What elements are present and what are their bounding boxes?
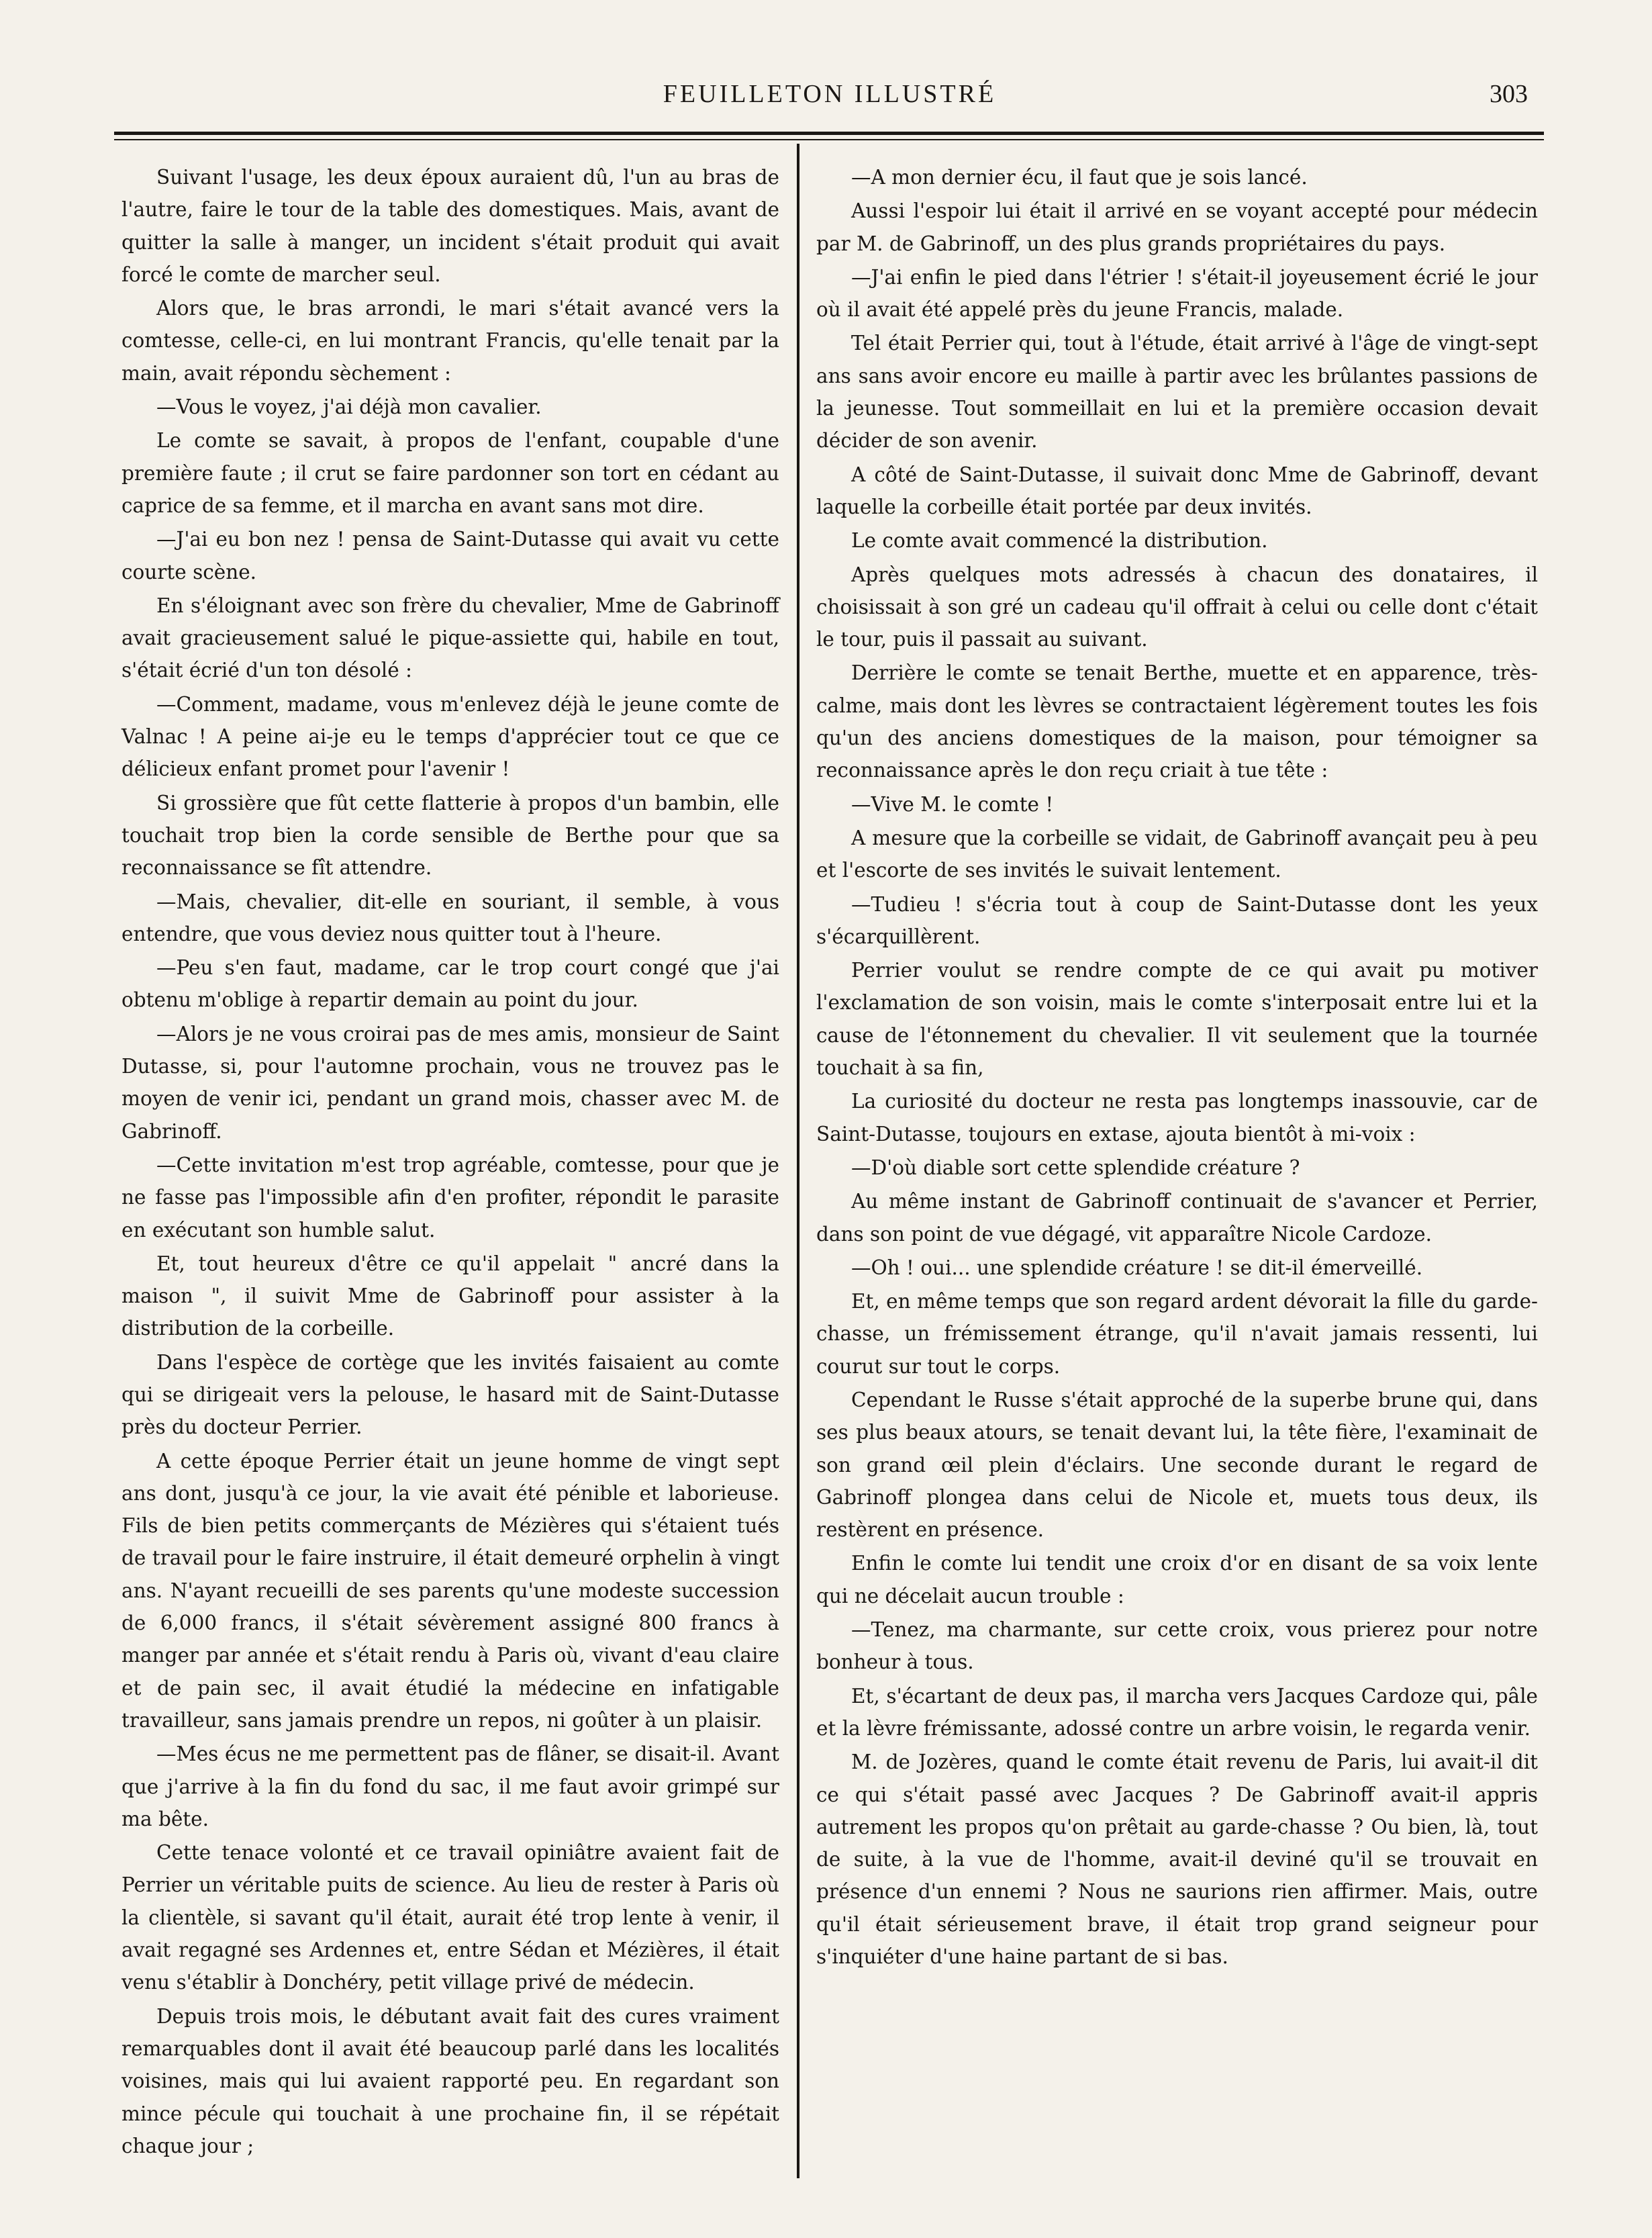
left-column: [122, 161, 779, 2162]
paragraph: —Mais, chevalier, dit-elle en souriant, il semble, à vous entendre, que vous deviez nous quitter tout à l'heure.: [122, 890, 779, 945]
paragraph: —Tenez, ma charmante, sur cette croix, vous prierez pour notre bonheur à tous.: [816, 1618, 1538, 1674]
paragraph: —Cette invitation m'est trop agréable, comtesse, pour que je ne fasse pas l'impossible afin d'en profiter, répondit le parasite en exécutant son humble salut.: [122, 1153, 779, 1242]
paragraph: La curiosité du docteur ne resta pas longtemps inassouvie, car de Saint-Dutasse, toujours en extase, ajouta bientôt à mi-voix :: [816, 1090, 1538, 1146]
paragraph: Alors que, le bras arrondi, le mari s'était avancé vers la comtesse, celle-ci, en lui montrant Francis, qu'elle tenait par la main, avait répondu sèchement :: [122, 297, 779, 385]
paragraph: En s'éloignant avec son frère du chevalier, Mme de Gabrinoff avait gracieusement salué le pique-assiette qui, habile en tout, s'était écrié d'un ton désolé :: [122, 594, 779, 682]
paragraph: Perrier voulut se rendre compte de ce qui avait pu motiver l'exclamation de son voisin, mais le comte s'interposait entre lui et la cause de l'étonnement du chevalier. Il vit seulement que la tournée touchait à sa fin,: [816, 959, 1538, 1080]
paragraph: Cette tenace volonté et ce travail opiniâtre avaient fait de Perrier un véritable puits de science. Au lieu de rester à Paris où la clientèle, si savant qu'il était, aurait été trop lente à venir, il avait regagné ses Ardennes et, entre Sédan et Mézières, il était venu s'établir à Donchéry, petit village privé de médecin.: [122, 1841, 779, 1994]
header-rule-thick: [114, 132, 1544, 135]
paragraph: Le comte avait commencé la distribution.: [851, 529, 1268, 553]
paragraph: —J'ai enfin le pied dans l'étrier ! s'était-il joyeusement écrié le jour où il avait été appelé près du jeune Francis, malade.: [816, 265, 1538, 322]
paragraph: M. de Jozères, quand le comte était revenu de Paris, lui avait-il dit ce qui s'était passé avec Jacques ? De Gabrinoff avait-il appris autrement les propos qu'on prêtait au garde-chasse ? Ou bien, là, tout de suite, à la vue de l'homme, avait-il deviné qu'il se trouvait en présence d'un ennemi ? Nous ne saurions rien affirmer. Mais, outre qu'il était sérieusement brave, il était trop grand seigneur pour s'inquiéter d'une haine partant de si bas.: [816, 1751, 1538, 1969]
running-title: FEUILLETON ILLUSTRÉ: [663, 80, 997, 108]
paragraph: Au même instant de Gabrinoff continuait de s'avancer et Perrier, dans son point de vue dégagé, vit apparaître Nicole Cardoze.: [816, 1190, 1538, 1246]
paragraph: —Vous le voyez, j'ai déjà mon cavalier.: [156, 395, 542, 419]
paragraph: Suivant l'usage, les deux époux auraient dû, l'un au bras de l'autre, faire le tour de la table des domestiques. Mais, avant de quitter la salle à manger, un incident s'était produit qui avait forcé le comte de marcher seul.: [122, 166, 779, 286]
paragraph: Après quelques mots adressés à chacun des donataires, il choisissait à son gré un cadeau qu'il offrait à celui ou celle dont c'était le tour, puis il passait au suivant.: [816, 563, 1538, 651]
paragraph: —D'où diable sort cette splendide créature ?: [851, 1156, 1300, 1179]
paragraph: Et, s'écartant de deux pas, il marcha vers Jacques Cardoze qui, pâle et la lèvre frémissante, adossé contre un arbre voisin, le regarda venir.: [816, 1684, 1538, 1740]
paragraph: A cette époque Perrier était un jeune homme de vingt sept ans dont, jusqu'à ce jour, la vie avait été pénible et laborieuse. Fils de bien petits commerçants de Mézières qui s'étaient tués de travail pour le faire instruire, il était demeuré orphelin à vingt ans. N'ayant recueilli de ses parents qu'une modeste succession de 6,000 francs, il s'était sévèrement assigné 800 francs à manger par année et s'était rendu à Paris où, vivant d'eau claire et de pain sec, il avait étudié la médecine en infatigable travailleur, sans jamais prendre un repos, ni goûter à un plaisir.: [122, 1449, 779, 1732]
paragraph: —A mon dernier écu, il faut que je sois lancé.: [851, 166, 1308, 189]
paragraph: —Vive M. le comte !: [851, 792, 1054, 816]
paragraph: —Comment, madame, vous m'enlevez déjà le jeune comte de Valnac ! A peine ai-je eu le temps d'apprécier tout ce que ce délicieux enfant promet pour l'avenir !: [122, 692, 779, 781]
right-column: [816, 161, 1538, 1973]
paragraph: A côté de Saint-Dutasse, il suivait donc Mme de Gabrinoff, devant laquelle la corbeille était portée par deux invités.: [816, 463, 1538, 518]
paragraph: Et, tout heureux d'être ce qu'il appelait " ancré dans la maison ", il suivit Mme de Gabrinoff pour assister à la distribution de la corbeille.: [122, 1252, 779, 1340]
column-divider: [797, 144, 799, 2178]
paragraph: Et, en même temps que son regard ardent dévorait la fille du garde-chasse, un frémissement étrange, qu'il n'avait jamais ressenti, lui courut sur tout le corps.: [816, 1290, 1538, 1378]
paragraph: —J'ai eu bon nez ! pensa de Saint-Dutasse qui avait vu cette courte scène.: [122, 528, 779, 584]
paragraph: Si grossière que fût cette flatterie à propos d'un bambin, elle touchait trop bien la corde sensible de Berthe pour que sa reconnaissance se fît attendre.: [122, 791, 779, 880]
paragraph: —Oh ! oui... une splendide créature ! se dit-il émerveillé.: [851, 1256, 1423, 1279]
paragraph: Depuis trois mois, le débutant avait fait des cures vraiment remarquables dont il avait été beaucoup parlé dans les localités voisines, mais qui lui avaient rapporté peu. En regardant son mince pécule qui touchait à une prochaine fin, il se répétait chaque jour ;: [122, 2004, 779, 2157]
paragraph: —Alors je ne vous croirai pas de mes amis, monsieur de Saint Dutasse, si, pour l'automne prochain, vous ne trouvez pas le moyen de venir ici, pendant un grand mois, chasser avec M. de Gabrinoff.: [122, 1022, 779, 1143]
page-header: [132, 79, 1528, 120]
paragraph: Le comte se savait, à propos de l'enfant, coupable d'une première faute ; il crut se faire pardonner son tort en cédant au caprice de sa femme, et il marcha en avant sans mot dire.: [122, 429, 779, 517]
paragraph: Cependant le Russe s'était approché de la superbe brune qui, dans ses plus beaux atours, se tenait devant lui, la tête fière, l'examinait de son grand œil plein d'éclairs. Une seconde durant le regard de Gabrinoff plongea dans celui de Nicole et, muets tous deux, ils restèrent en présence.: [816, 1388, 1538, 1542]
page-number: 303: [1490, 80, 1528, 108]
paragraph: —Mes écus ne me permettent pas de flâner, se disait-il. Avant que j'arrive à la fin du fond du sac, il me faut avoir grimpé sur ma bête.: [122, 1742, 779, 1830]
header-rule-thin: [114, 139, 1544, 140]
paragraph: Enfin le comte lui tendit une croix d'or en disant de sa voix lente qui ne décelait aucun trouble :: [816, 1552, 1538, 1607]
paragraph: —Peu s'en faut, madame, car le trop court congé que j'ai obtenu m'oblige à repartir demain au point du jour.: [122, 956, 779, 1012]
paragraph: Dans l'espèce de cortège que les invités faisaient au comte qui se dirigeait vers la pelouse, le hasard mit de Saint-Dutasse près du docteur Perrier.: [122, 1350, 779, 1439]
paragraph: —Tudieu ! s'écria tout à coup de Saint-Dutasse dont les yeux s'écarquillèrent.: [816, 892, 1538, 948]
paragraph: Aussi l'espoir lui était il arrivé en se voyant accepté pour médecin par M. de Gabrinoff, un des plus grands propriétaires du pays.: [816, 199, 1538, 255]
paragraph: Tel était Perrier qui, tout à l'étude, était arrivé à l'âge de vingt-sept ans sans avoir encore eu maille à partir avec les brûlantes passions de la jeunesse. Tout sommeillait en lui et la première occasion devait décider de son avenir.: [816, 332, 1538, 453]
paragraph: Derrière le comte se tenait Berthe, muette et en apparence, très-calme, mais dont les lèvres se contractaient légèrement toutes les fois qu'un des anciens domestiques de la maison, pour témoigner sa reconnaissance après le don reçu criait à tue tête :: [816, 661, 1538, 782]
paragraph: A mesure que la corbeille se vidait, de Gabrinoff avançait peu à peu et l'escorte de ses invités le suivait lentement.: [816, 826, 1538, 882]
